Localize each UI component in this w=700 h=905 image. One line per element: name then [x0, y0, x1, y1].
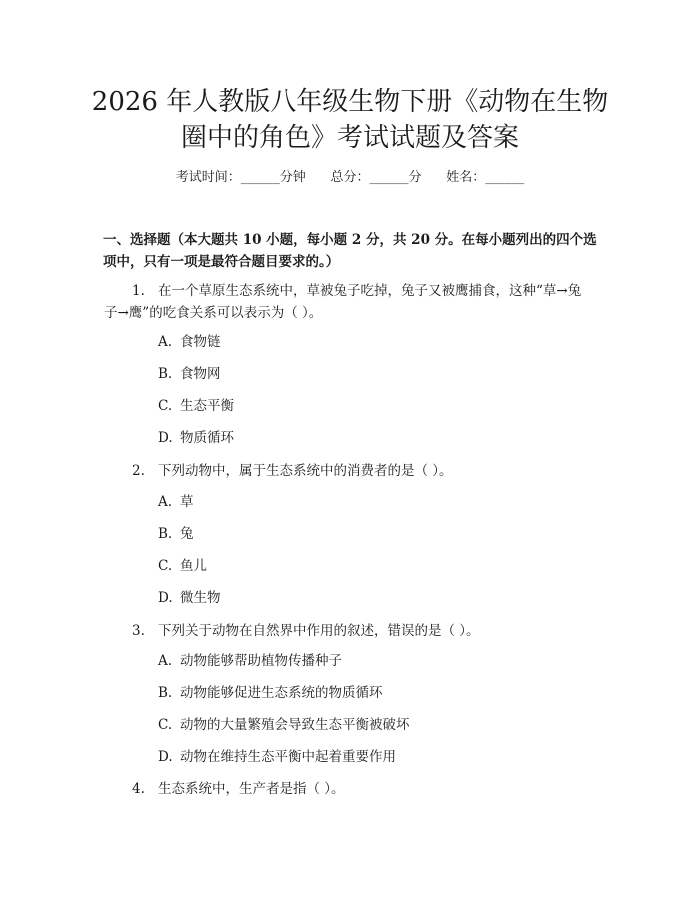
option-text: 生态平衡 — [180, 398, 234, 414]
option-q3-c — [158, 715, 598, 735]
option-letter: A. — [158, 494, 173, 510]
option-text: 动物能够帮助植物传播种子 — [180, 653, 342, 669]
question-text-line-1: 在一个草原生态系统中，草被兔子吃掉，兔子又被鹰捕食，这种“草→兔 — [158, 283, 582, 299]
option-letter: C. — [158, 558, 173, 574]
option-letter: A. — [158, 653, 173, 669]
option-letter: B. — [158, 366, 173, 382]
question-1 — [132, 280, 604, 302]
question-2 — [132, 460, 604, 482]
question-number: 1. — [132, 283, 145, 299]
question-text-line-1: 下列关于动物在自然界中作用的叙述，错误的是（ ）。 — [158, 623, 480, 639]
option-text: 食物网 — [180, 366, 221, 382]
question-number: 2. — [132, 463, 145, 479]
option-text: 鱼儿 — [180, 558, 207, 574]
option-text: 动物能够促进生态系统的物质循环 — [180, 685, 383, 701]
option-letter: D. — [158, 749, 173, 765]
question-text-line-1: 下列动物中，属于生态系统中的消费者的是（ ）。 — [158, 463, 453, 479]
option-q1-d — [158, 428, 598, 448]
section-heading — [103, 229, 603, 273]
question-1-continued — [104, 302, 576, 324]
question-number: 3. — [132, 623, 145, 639]
question-3 — [132, 620, 604, 642]
option-text: 微生物 — [180, 590, 221, 606]
option-text: 食物链 — [180, 334, 221, 350]
question-4 — [132, 778, 604, 800]
option-text: 草 — [180, 494, 194, 510]
option-text: 兔 — [180, 526, 194, 542]
option-q1-a — [158, 332, 598, 352]
option-letter: D. — [158, 430, 173, 446]
title-line-1: 2026 年人教版八年级生物下册《动物在生物 — [91, 87, 609, 117]
option-letter: B. — [158, 685, 173, 701]
question-text-line-1: 生态系统中，生产者是指（ ）。 — [158, 781, 345, 797]
option-letter: B. — [158, 526, 173, 542]
option-q2-a — [158, 492, 598, 512]
option-letter: C. — [158, 717, 173, 733]
option-letter: A. — [158, 334, 173, 350]
section-heading-line-1: 一、选择题（本大题共 10 小题，每小题 2 分，共 20 分。在每小题列出的四个选 — [103, 232, 597, 248]
question-number: 4. — [132, 781, 145, 797]
title-line-2: 圈中的角色》考试试题及答案 — [180, 123, 519, 153]
option-q2-c — [158, 556, 598, 576]
option-q1-b — [158, 364, 598, 384]
option-q2-b — [158, 524, 598, 544]
option-q2-d — [158, 588, 598, 608]
option-q3-d — [158, 747, 598, 767]
option-letter: D. — [158, 590, 173, 606]
section-heading-line-2: 项中，只有一项是最符合题目要求的。） — [103, 254, 340, 270]
option-letter: C. — [158, 398, 173, 414]
option-q3-b — [158, 683, 598, 703]
option-text: 物质循环 — [180, 430, 234, 446]
option-text: 动物在维持生态平衡中起着重要作用 — [180, 749, 396, 765]
option-q3-a — [158, 651, 598, 671]
exam-meta-line: 考试时间：______分钟 总分：______分 姓名：______ — [175, 170, 525, 185]
document-title — [60, 84, 640, 156]
option-q1-c — [158, 396, 598, 416]
question-text-line-2: 子→鹰”的吃食关系可以表示为（ ）。 — [104, 305, 323, 321]
option-text: 动物的大量繁殖会导致生态平衡被破坏 — [180, 717, 410, 733]
